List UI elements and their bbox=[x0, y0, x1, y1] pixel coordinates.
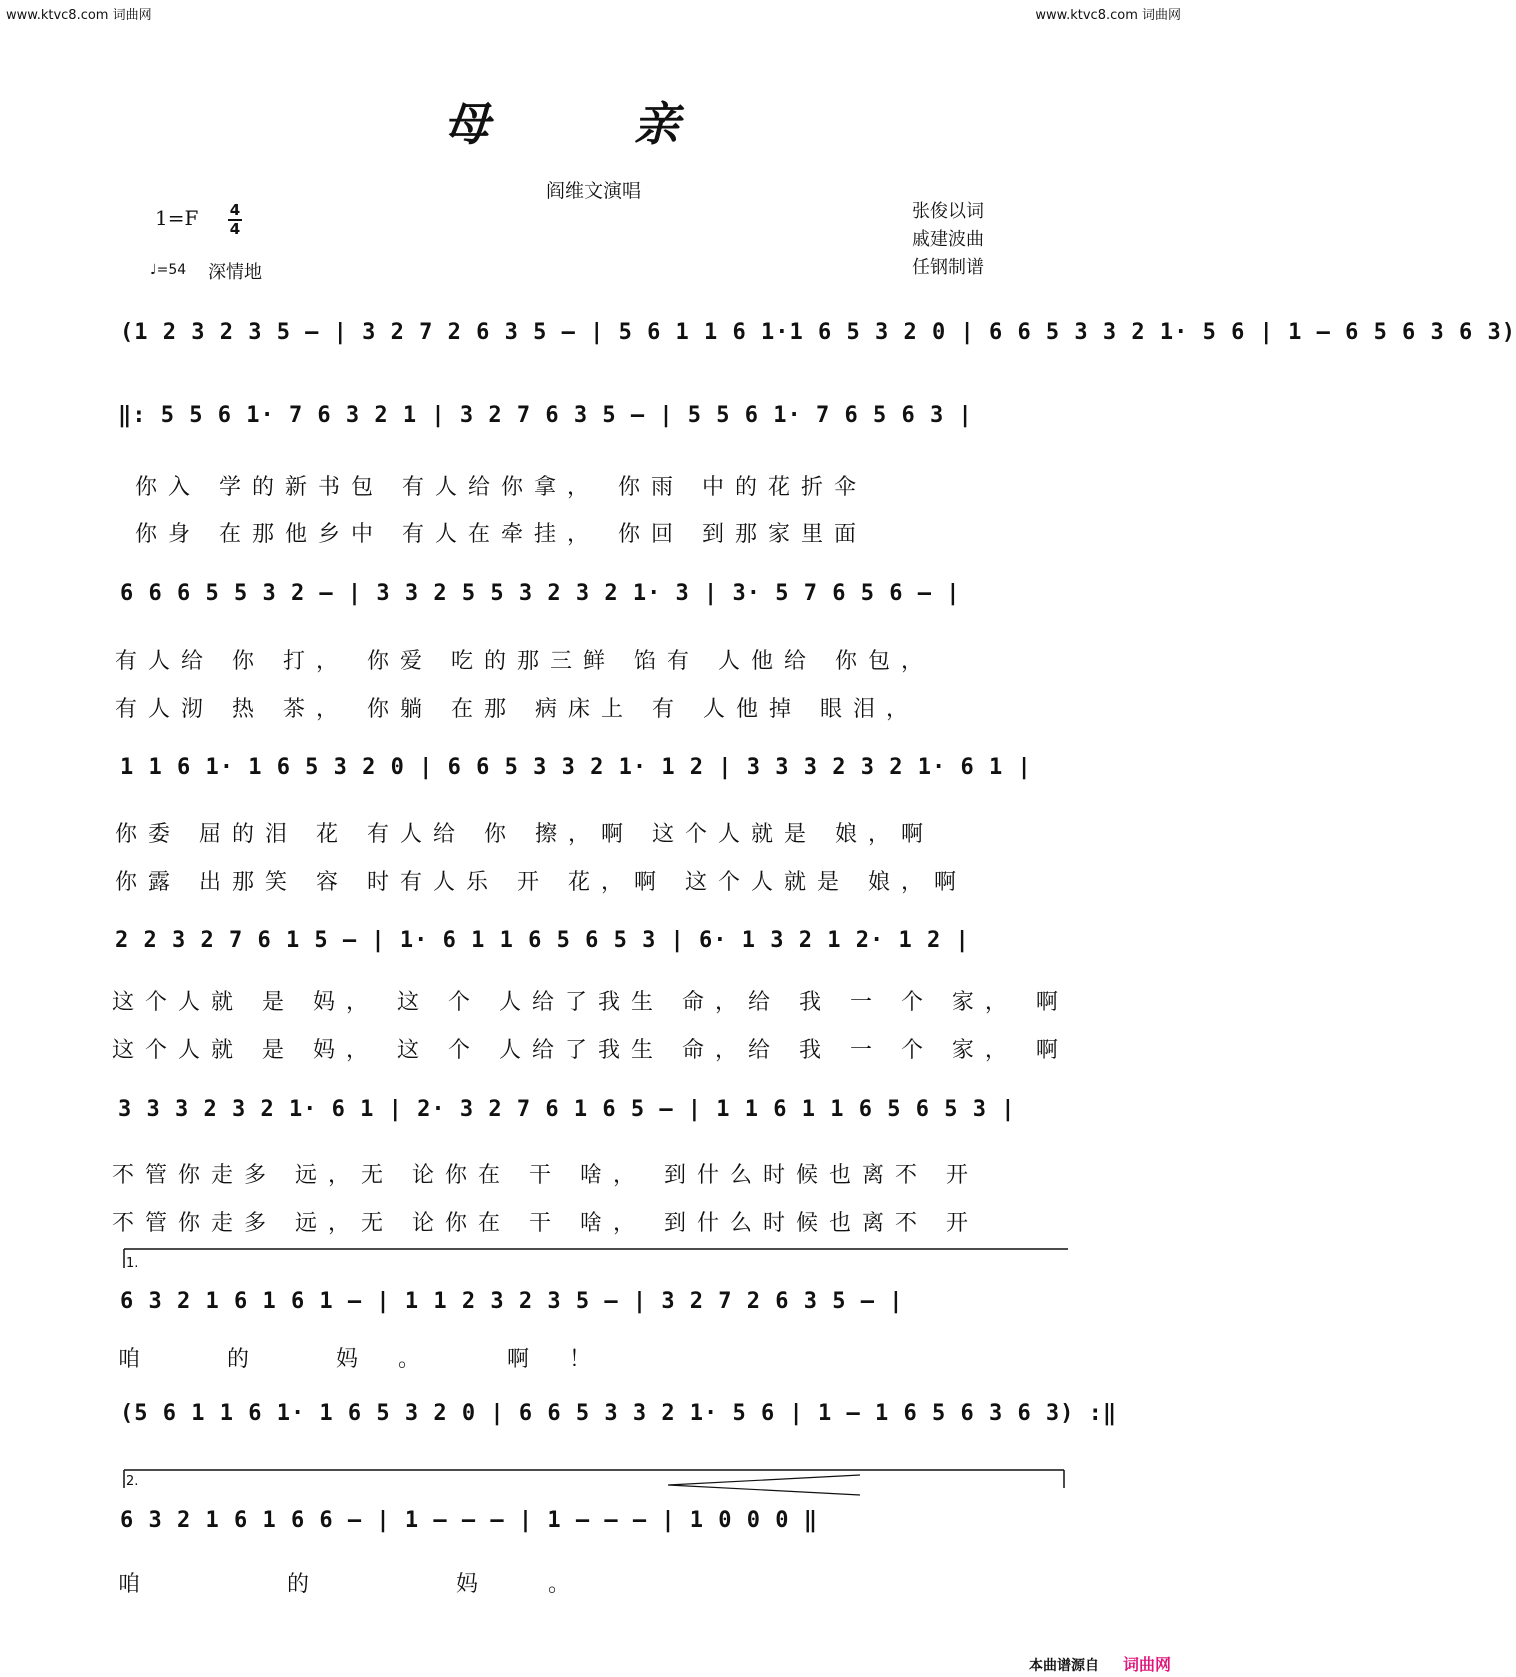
volta-1-label: 1. bbox=[126, 1256, 139, 1271]
singer-credit: 阎维文演唱 bbox=[545, 180, 641, 202]
system-2-notes: 6 6 6 5 5 3 2 – | 3 3 2 5 5 3 2 3 2 1· 3 | 3· 5 7 6 5 6 – | bbox=[120, 581, 961, 606]
tempo-marking: ♩=54 bbox=[150, 262, 187, 278]
system-3-lyric-verse2: 你露 出那笑 容 时有人乐 开 花，啊 这个人就是 娘，啊 bbox=[115, 870, 967, 895]
system-4-lyric-verse2: 这个人就 是 妈， 这 个 人给了我生 命，给 我 一 个 家， 啊 bbox=[112, 1038, 1069, 1063]
system-3-lyric-verse1: 你委 屈的泪 花 有人给 你 擦，啊 这个人就是 娘，啊 bbox=[115, 822, 934, 847]
system-6-lyric: 咱 的 妈。 啊！ bbox=[118, 1347, 631, 1372]
system-5-notes: 3 3 3 2 3 2 1· 6 1 | 2· 3 2 7 6 1 6 5 – | 1 1 6 1 1 6 5 6 5 3 | bbox=[118, 1097, 1016, 1122]
system-1-lyric-verse2: 你身 在那他乡中 有人在牵挂， 你回 到那家里面 bbox=[135, 522, 867, 547]
key-signature: 1=F bbox=[155, 206, 199, 230]
system-7-notes: (5 6 1 1 6 1· 1 6 5 3 2 0 | 6 6 5 3 3 2 1· 5 6 | 1 – 1 6 5 6 3 6 3) :‖ bbox=[120, 1401, 1118, 1426]
system-4-notes: 2 2 3 2 7 6 1 5 – | 1· 6 1 1 6 5 6 5 3 | 6· 1 3 2 1 2· 1 2 | bbox=[115, 928, 970, 953]
volta-2-label: 2. bbox=[126, 1474, 139, 1489]
system-3-notes: 1 1 6 1· 1 6 5 3 2 0 | 6 6 5 3 3 2 1· 1 2 | 3 3 3 2 3 2 1· 6 1 | bbox=[120, 755, 1032, 780]
site-header-right[interactable]: www.ktvc8.com 词曲网 bbox=[1035, 8, 1181, 23]
system-8-lyric: 咱 的 妈。 bbox=[118, 1572, 640, 1597]
footer-source-text: 本曲谱源自 bbox=[1029, 1658, 1099, 1674]
system-1-notes: ‖: 5 5 6 1· 7 6 3 2 1 | 3 2 7 6 3 5 – | 5 5 6 1· 7 6 5 6 3 | bbox=[118, 403, 973, 428]
system-5-lyric-verse2: 不管你走多 远，无 论你在 干 啥， 到什么时候也离不 开 bbox=[112, 1211, 979, 1236]
crescendo-hairpin bbox=[668, 1475, 860, 1495]
system-intro-notes: (1 2 3 2 3 5 – | 3 2 7 2 6 3 5 – | 5 6 1 1 6 1·1 6 5 3 2 0 | 6 6 5 3 3 2 1· 5 6 | 1 – 6 5 6 3 6 3) bbox=[120, 320, 1516, 345]
time-numerator: 4 bbox=[229, 201, 241, 219]
transcriber: 任钢制谱 bbox=[912, 257, 984, 278]
system-2-lyric-verse1: 有人给 你 打， 你爱 吃的那三鲜 馅有 人他给 你包， bbox=[115, 649, 934, 674]
system-4-lyric-verse1: 这个人就 是 妈， 这 个 人给了我生 命，给 我 一 个 家， 啊 bbox=[112, 990, 1069, 1015]
system-5-lyric-verse1: 不管你走多 远，无 论你在 干 啥， 到什么时候也离不 开 bbox=[112, 1163, 979, 1188]
time-denominator: 4 bbox=[229, 220, 241, 238]
song-title: 母 亲 bbox=[443, 97, 744, 151]
expression-marking: 深情地 bbox=[208, 262, 262, 283]
system-2-lyric-verse2: 有人沏 热 茶， 你躺 在那 病床上 有 人他掉 眼泪， bbox=[115, 697, 919, 722]
composer: 戚建波曲 bbox=[912, 229, 984, 250]
system-6-notes: 6 3 2 1 6 1 6 1 – | 1 1 2 3 2 3 5 – | 3 2 7 2 6 3 5 – | bbox=[120, 1289, 904, 1314]
site-header-left[interactable]: www.ktvc8.com 词曲网 bbox=[6, 8, 152, 23]
system-8-notes: 6 3 2 1 6 1 6 6 – | 1 – – – | 1 – – – | 1 0 0 0 ‖ bbox=[120, 1508, 819, 1533]
footer-brand-link[interactable]: 词曲网 bbox=[1122, 1655, 1171, 1674]
lyricist: 张俊以词 bbox=[912, 201, 984, 222]
system-1-lyric-verse1: 你入 学的新书包 有人给你拿， 你雨 中的花折伞 bbox=[135, 475, 867, 500]
